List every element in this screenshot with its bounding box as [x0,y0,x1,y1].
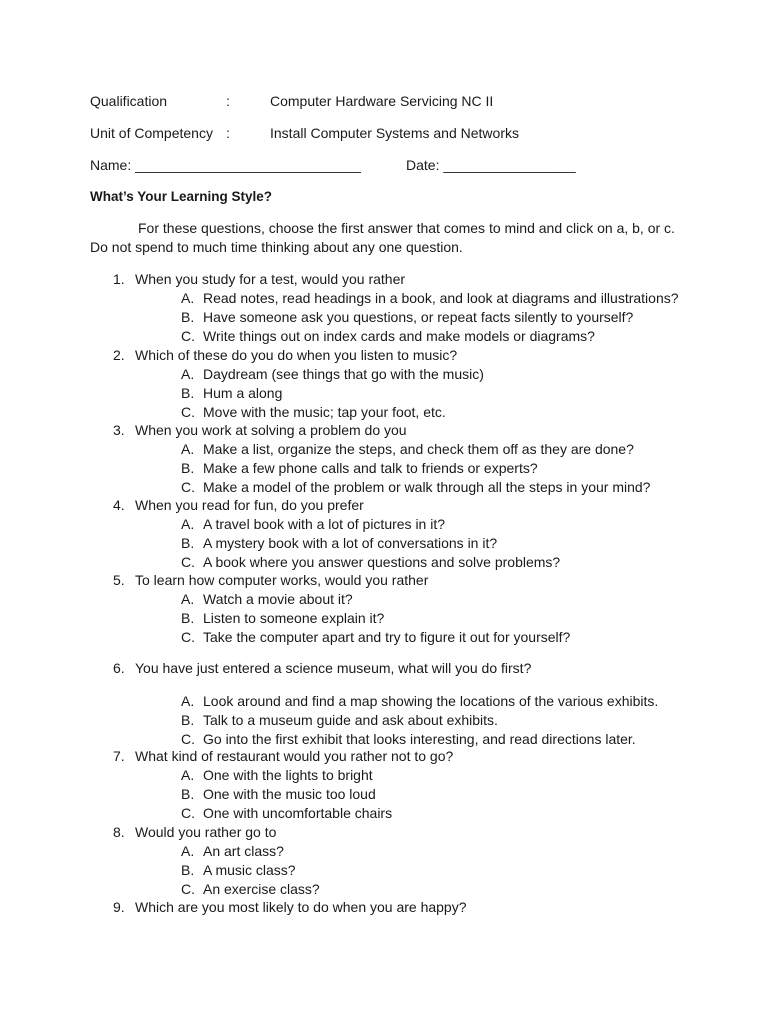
qualification-label: Qualification [90,93,168,109]
option-letter: C. [181,629,195,645]
option-letter: B. [181,535,195,551]
option-text: Move with the music; tap your foot, etc. [203,404,446,420]
question-text: Which are you most likely to do when you are happy? [135,899,467,915]
option-letter: B. [181,309,195,325]
option-text: A music class? [203,862,296,878]
question-text: You have just entered a science museum, what will you do first? [135,660,532,676]
option-text: Watch a movie about it? [203,591,353,607]
unit-colon: : [226,125,230,141]
question-text: Which of these do you do when you listen to music? [135,347,458,363]
unit-value: Install Computer Systems and Networks [270,125,519,141]
question-number: 4. [113,497,125,513]
option-text: Have someone ask you questions, or repeat facts silently to yourself? [203,309,634,325]
intro-paragraph [90,219,690,256]
option-text: Write things out on index cards and make models or diagrams? [203,328,595,344]
name-field: Name: _____________________________ [90,157,361,173]
option-text: Listen to someone explain it? [203,610,385,626]
question-number: 6. [113,660,125,676]
question-number: 1. [113,271,125,287]
option-text: Daydream (see things that go with the music) [203,366,484,382]
qualification-value: Computer Hardware Servicing NC II [270,93,494,109]
option-letter: B. [181,712,195,728]
option-text: An exercise class? [203,881,320,897]
option-letter: A. [181,516,195,532]
question-number: 2. [113,347,125,363]
question-text: When you read for fun, do you prefer [135,497,364,513]
option-text: An art class? [203,843,284,859]
option-letter: C. [181,404,195,420]
option-letter: C. [181,731,195,747]
option-text: Look around and find a map showing the locations of the various exhibits. [203,693,659,709]
option-letter: B. [181,610,195,626]
option-letter: A. [181,767,195,783]
option-letter: B. [181,862,195,878]
question-text: What kind of restaurant would you rather not to go? [135,748,454,764]
intro-text: For these questions, choose the first answer that comes to mind and click on a, b, or c. Do not spend to much time thinking about any one question. [90,220,675,255]
option-letter: A. [181,441,195,457]
question-number: 9. [113,899,125,915]
option-text: Make a list, organize the steps, and check them off as they are done? [203,441,634,457]
option-letter: B. [181,786,195,802]
option-text: Read notes, read headings in a book, and look at diagrams and illustrations? [203,290,679,306]
option-letter: C. [181,479,195,495]
question-number: 7. [113,748,125,764]
question-number: 3. [113,422,125,438]
option-letter: B. [181,460,195,476]
option-letter: A. [181,290,195,306]
option-letter: A. [181,843,195,859]
option-text: A travel book with a lot of pictures in it? [203,516,446,532]
unit-label: Unit of Competency [90,125,213,141]
option-letter: A. [181,591,195,607]
option-letter: B. [181,385,195,401]
question-text: To learn how computer works, would you rather [135,572,429,588]
option-text: One with the music too loud [203,786,376,802]
option-text: Hum a along [203,385,283,401]
option-letter: C. [181,881,195,897]
option-letter: C. [181,554,195,570]
question-number: 8. [113,824,125,840]
option-letter: A. [181,366,195,382]
qualification-colon: : [226,93,230,109]
section-title: What’s Your Learning Style? [90,189,273,204]
option-text: Take the computer apart and try to figure it out for yourself? [203,629,571,645]
option-text: Go into the first exhibit that looks interesting, and read directions later. [203,731,636,747]
question-number: 5. [113,572,125,588]
option-text: Make a model of the problem or walk through all the steps in your mind? [203,479,651,495]
option-letter: A. [181,693,195,709]
option-letter: C. [181,328,195,344]
option-letter: C. [181,805,195,821]
option-text: One with the lights to bright [203,767,373,783]
question-text: When you study for a test, would you rather [135,271,406,287]
option-text: Make a few phone calls and talk to friends or experts? [203,460,538,476]
option-text: A book where you answer questions and solve problems? [203,554,561,570]
question-text: Would you rather go to [135,824,277,840]
question-text: When you work at solving a problem do you [135,422,407,438]
option-text: A mystery book with a lot of conversations in it? [203,535,498,551]
date-field: Date: _________________ [406,157,576,173]
option-text: Talk to a museum guide and ask about exhibits. [203,712,498,728]
option-text: One with uncomfortable chairs [203,805,393,821]
